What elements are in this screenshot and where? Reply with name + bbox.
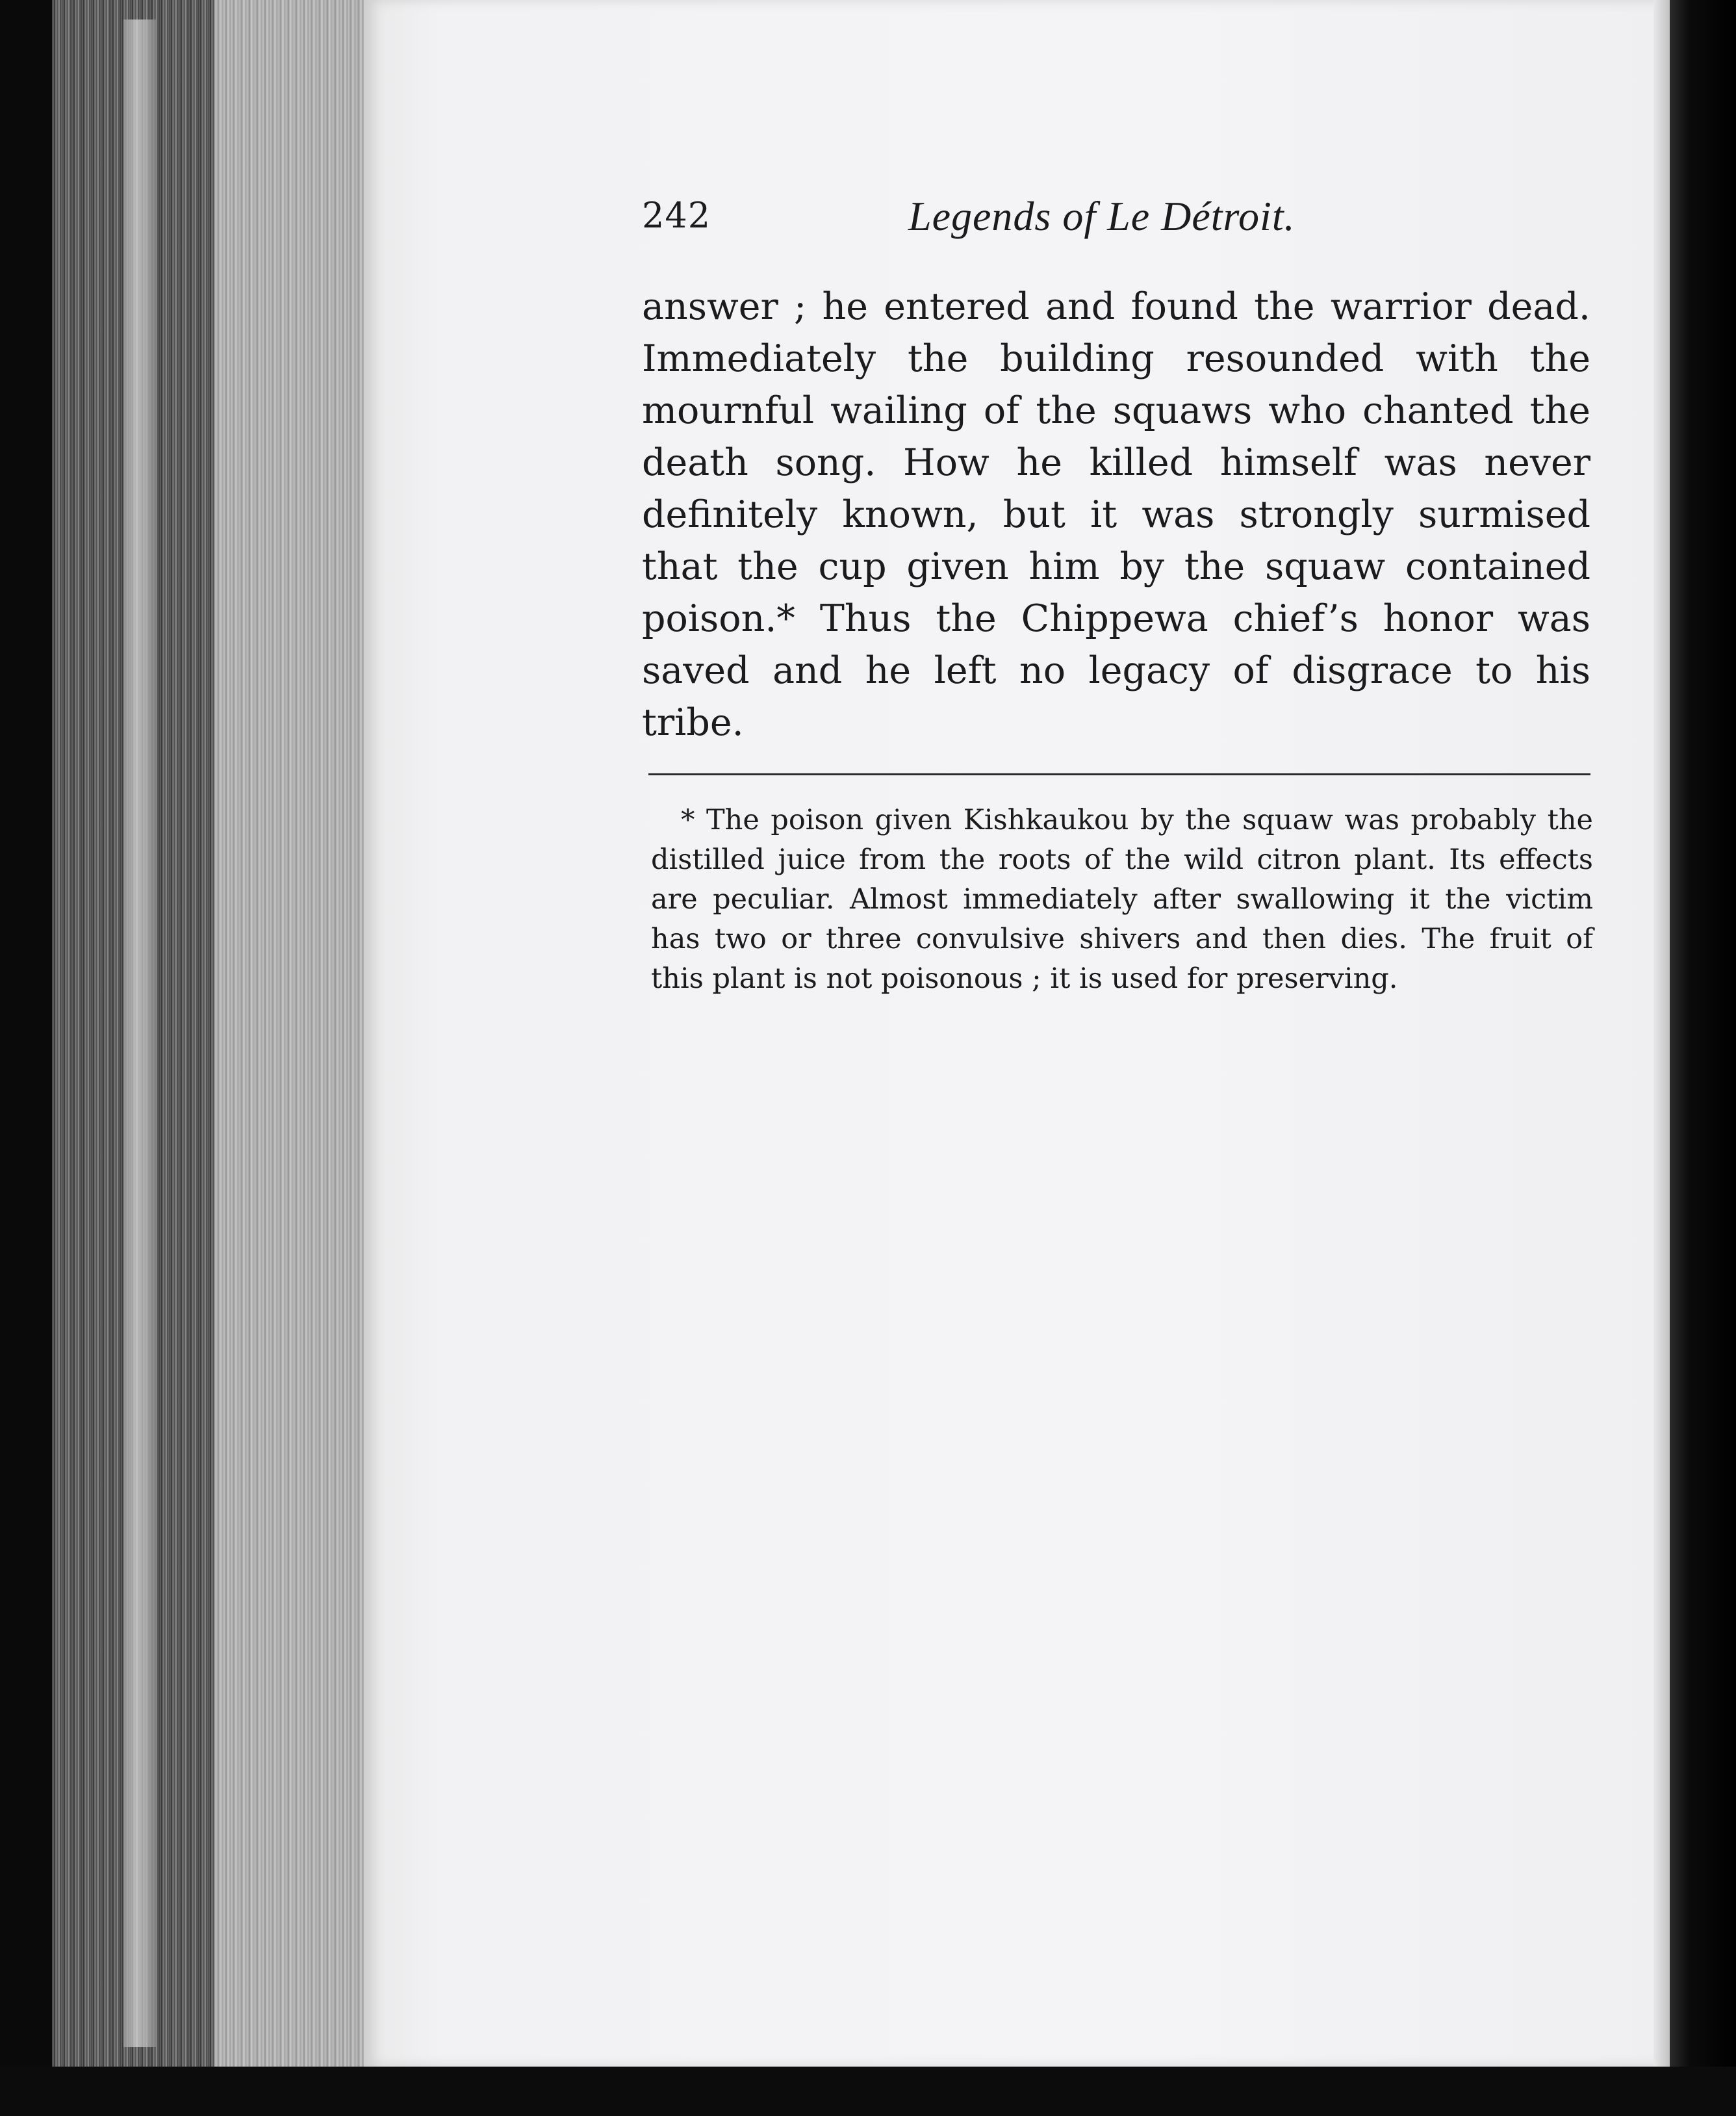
book-page-edges [52,0,377,2076]
footnote [651,801,1593,999]
scan-left-border [0,0,52,2116]
page-right-edge [1653,0,1672,2067]
body-line: tribe. [642,701,744,744]
body-line: Immediately the building resounded with the [642,337,1590,380]
footnote-line: distilled juice from the roots of the wild citron plant. Its effects [651,844,1593,876]
body-line: answer ; he entered and found the warrior dead. [642,285,1590,328]
body-line: saved and he left no legacy of disgrace to his [642,649,1590,692]
scan-bottom-border [0,2067,1736,2116]
footnote-line: this plant is not poisonous ; it is used for preserving. [651,962,1398,995]
body-paragraph [642,281,1590,749]
body-line: death song. How he killed himself was never [642,441,1590,484]
page-header [642,188,1357,247]
footnote-line: are peculiar. Almost immediately after swallowing it the victim [651,883,1593,916]
body-line: poison.* Thus the Chippewa chief’s honor was [642,597,1590,640]
body-line: definitely known, but it was strongly surmised [642,493,1590,536]
page-number: 242 [642,195,711,236]
footnote-divider [648,773,1590,775]
body-line: mournful wailing of the squaws who chanted the [642,389,1590,432]
scan-right-border [1670,0,1736,2116]
running-head: Legends of Le Détroit. [908,193,1296,239]
body-line: that the cup given him by the squaw contained [642,545,1590,588]
footnote-line: * The poison given Kishkaukou by the squaw was probably the [681,804,1593,836]
footnote-line: has two or three convulsive shivers and then dies. The fruit of [651,923,1593,955]
page-edge-highlight [123,19,156,2047]
